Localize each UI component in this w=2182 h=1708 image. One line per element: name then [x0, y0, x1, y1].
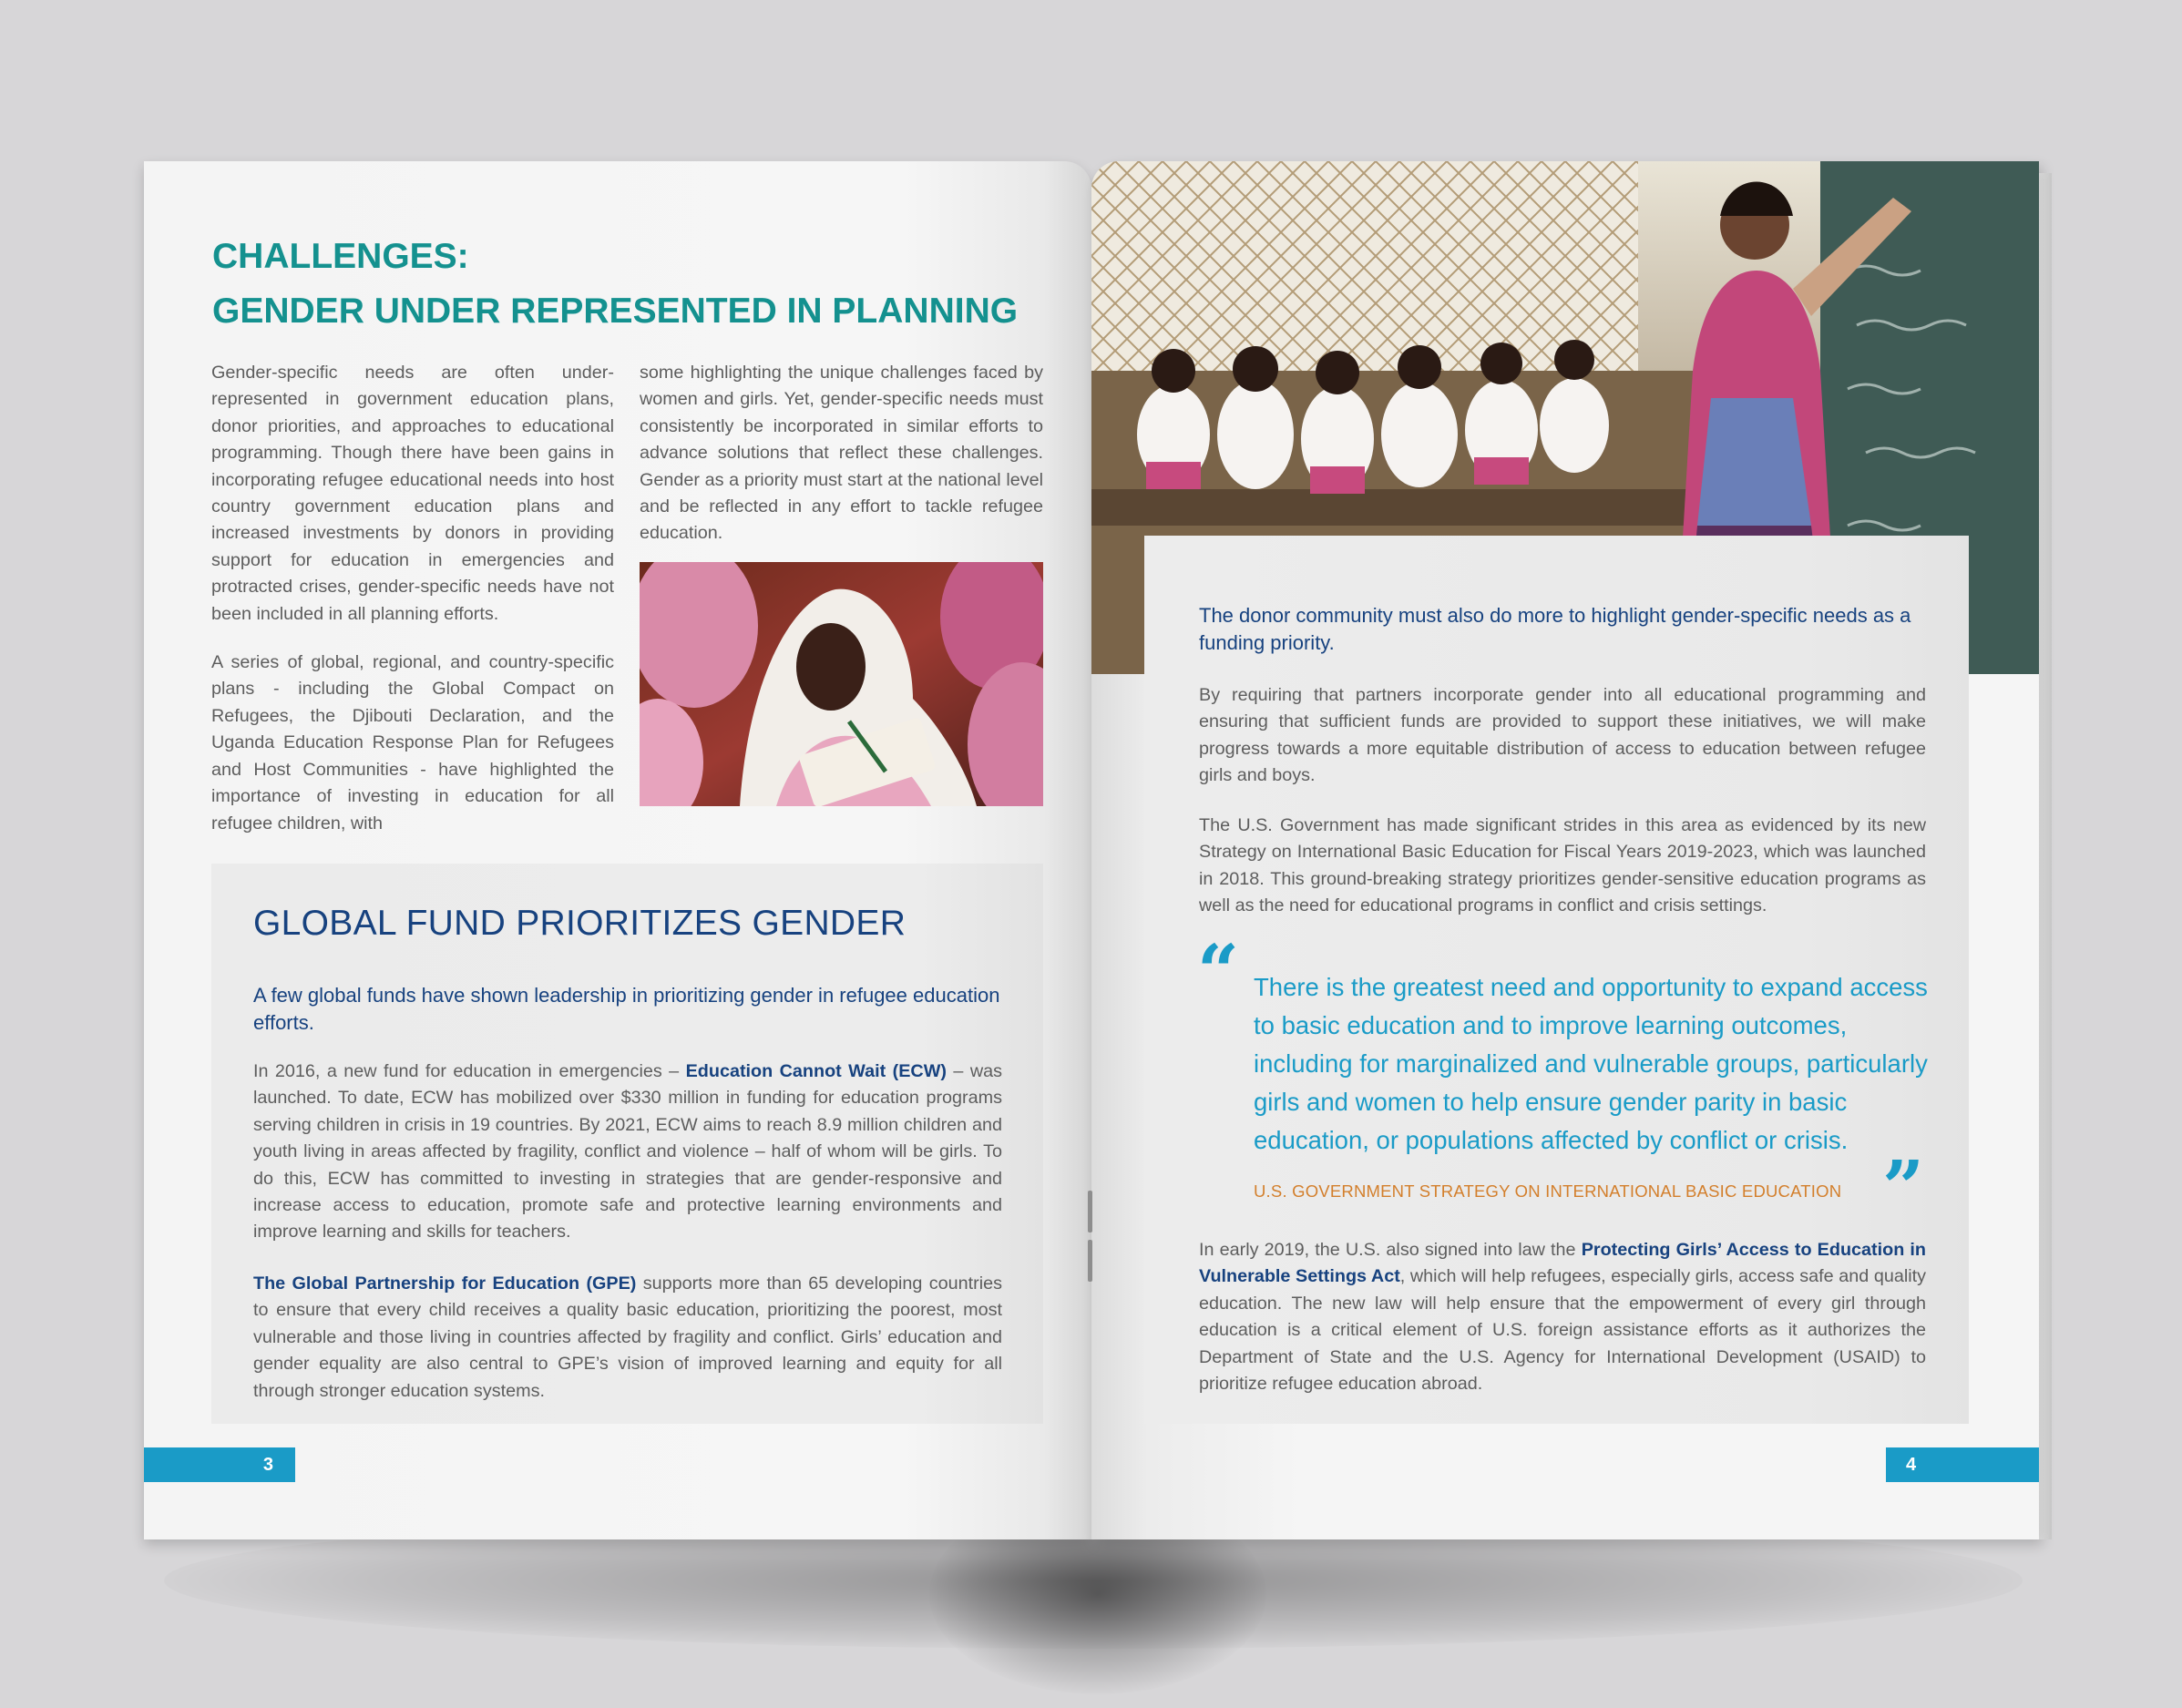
- left-page: [144, 161, 1091, 1539]
- text-run: In early 2019, the U.S. also signed into law the: [1199, 1240, 1582, 1260]
- paragraph: Gender-specific needs are often under-represented in government education plans, donor priorities, and approaches to educational programming. Though there have been gains in incorporating refugee educational needs into host country government education plans and increased investments by donors in providing support for education in emergencies and protracted crises, gender-specific needs have not been included in all planning efforts.: [211, 363, 614, 624]
- spine-staple: [1088, 1191, 1092, 1232]
- spine-staple: [1088, 1240, 1092, 1282]
- page-number: 3: [262, 1455, 273, 1475]
- global-fund-lead: A few global funds have shown leadership in prioritizing gender in refugee education efforts.: [253, 984, 1000, 1034]
- right-page: [1091, 161, 2039, 1539]
- quote-source: U.S. GOVERNMENT STRATEGY ON INTERNATIONAL BASIC EDUCATION: [1254, 1181, 1842, 1201]
- page-number-bar: [1886, 1447, 2039, 1482]
- left-column: [211, 360, 614, 859]
- heading-line-2: GENDER UNDER REPRESENTED IN PLANNING: [212, 291, 1019, 331]
- global-fund-box: [211, 864, 1043, 1424]
- gpe-highlight: The Global Partnership for Education (GPE): [253, 1273, 637, 1294]
- girl-writing-illustration: [640, 562, 1043, 806]
- text-run: – was launched. To date, ECW has mobilized over $330 million in funding for education programs serving children in crisis in 19 countries. By 2021, ECW aims to reach 8.9 million children and youth living in areas affected by fragility, conflict and violence – half of whom will be girls. To do this, ECW has committed to investing in strategies that are gender-responsive and increase access to education, promote safe and protective learning environments and improve learning and skills for teachers.: [253, 1061, 1003, 1243]
- close-quote-icon: ”: [1882, 1144, 1925, 1230]
- ecw-highlight: Education Cannot Wait (ECW): [685, 1061, 947, 1081]
- global-fund-title: GLOBAL FUND PRIORITIZES GENDER: [253, 904, 907, 943]
- page-number-bar: [144, 1447, 295, 1482]
- open-quote-icon: “: [1197, 928, 1240, 1014]
- ecw-paragraph: [253, 1059, 1002, 1246]
- page-number: 4: [1906, 1455, 1917, 1475]
- paragraph: By requiring that partners incorporate gender into all educational programming and ensuring that sufficient funds are provided to support these initiatives, we will make progress towards a more equitable distribution of access to education between refugee girls and boys.: [1199, 685, 1926, 786]
- challenges-heading: [212, 230, 1032, 339]
- paragraph: some highlighting the unique challenges faced by women and girls. Yet, gender-specific needs must consistently be incorporated in similar efforts to advance solutions that reflect these challenges. Gender as a priority must start at the national level and be reflected in any effort to tackle refugee education.: [640, 363, 1043, 544]
- gpe-paragraph: [253, 1271, 1002, 1405]
- paragraph: A series of global, regional, and country-specific plans - including the Global Compact on Refugees, the Djibouti Declaration, and the Uganda Education Response Plan for Refugees and Host Communities - have highlighted the importance of investing in education for all refugee children, with: [211, 652, 614, 834]
- text-run: supports more than 65 developing countries to ensure that every child receives a quality basic education, prioritizing the poorest, most vulnerable and those living in countries affected by fragility and conflict. Girls’ education and gender equality are also central to GPE’s vision of improved learning and equity for all through stronger education systems.: [253, 1273, 1002, 1401]
- page-stack-edge: [2039, 173, 2052, 1539]
- text-run: In 2016, a new fund for education in emergencies –: [253, 1061, 686, 1081]
- pull-quote: There is the greatest need and opportunity to expand access to basic education and to improve learning outcomes, including for marginalized and vulnerable groups, particularly girls and women to help ensure gender parity in basic education, or populations affected by conflict or crisis.: [1254, 973, 1928, 1154]
- donor-lead: The donor community must also do more to highlight gender-specific needs as a funding priority.: [1199, 604, 1911, 654]
- text-run: , which will help refugees, especially girls, access safe and quality education. The new law will help ensure that the empowerment of every girl through education is a critical element of U.S. foreign assistance efforts as it authorizes the Department of State and the U.S. Agency for International Development (USAID) to prioritize refugee education abroad.: [1199, 1266, 1927, 1395]
- photo-girl-writing: [640, 562, 1043, 806]
- heading-line-1: CHALLENGES:: [212, 237, 469, 276]
- protecting-girls-paragraph: [1199, 1237, 1926, 1397]
- donor-box: [1144, 536, 1969, 1424]
- act-highlight: Protecting Girls’ Access to Education in Vulnerable Settings Act: [1199, 1240, 1926, 1287]
- right-column: [640, 360, 1043, 547]
- paragraph: The U.S. Government has made significant strides in this area as evidenced by its new Strategy on International Basic Education for Fiscal Years 2019-2023, which was launched in 2018. This ground-breaking strategy prioritizes gender-sensitive education programs as well as the need for educational programs in conflict and crisis settings.: [1199, 815, 1926, 916]
